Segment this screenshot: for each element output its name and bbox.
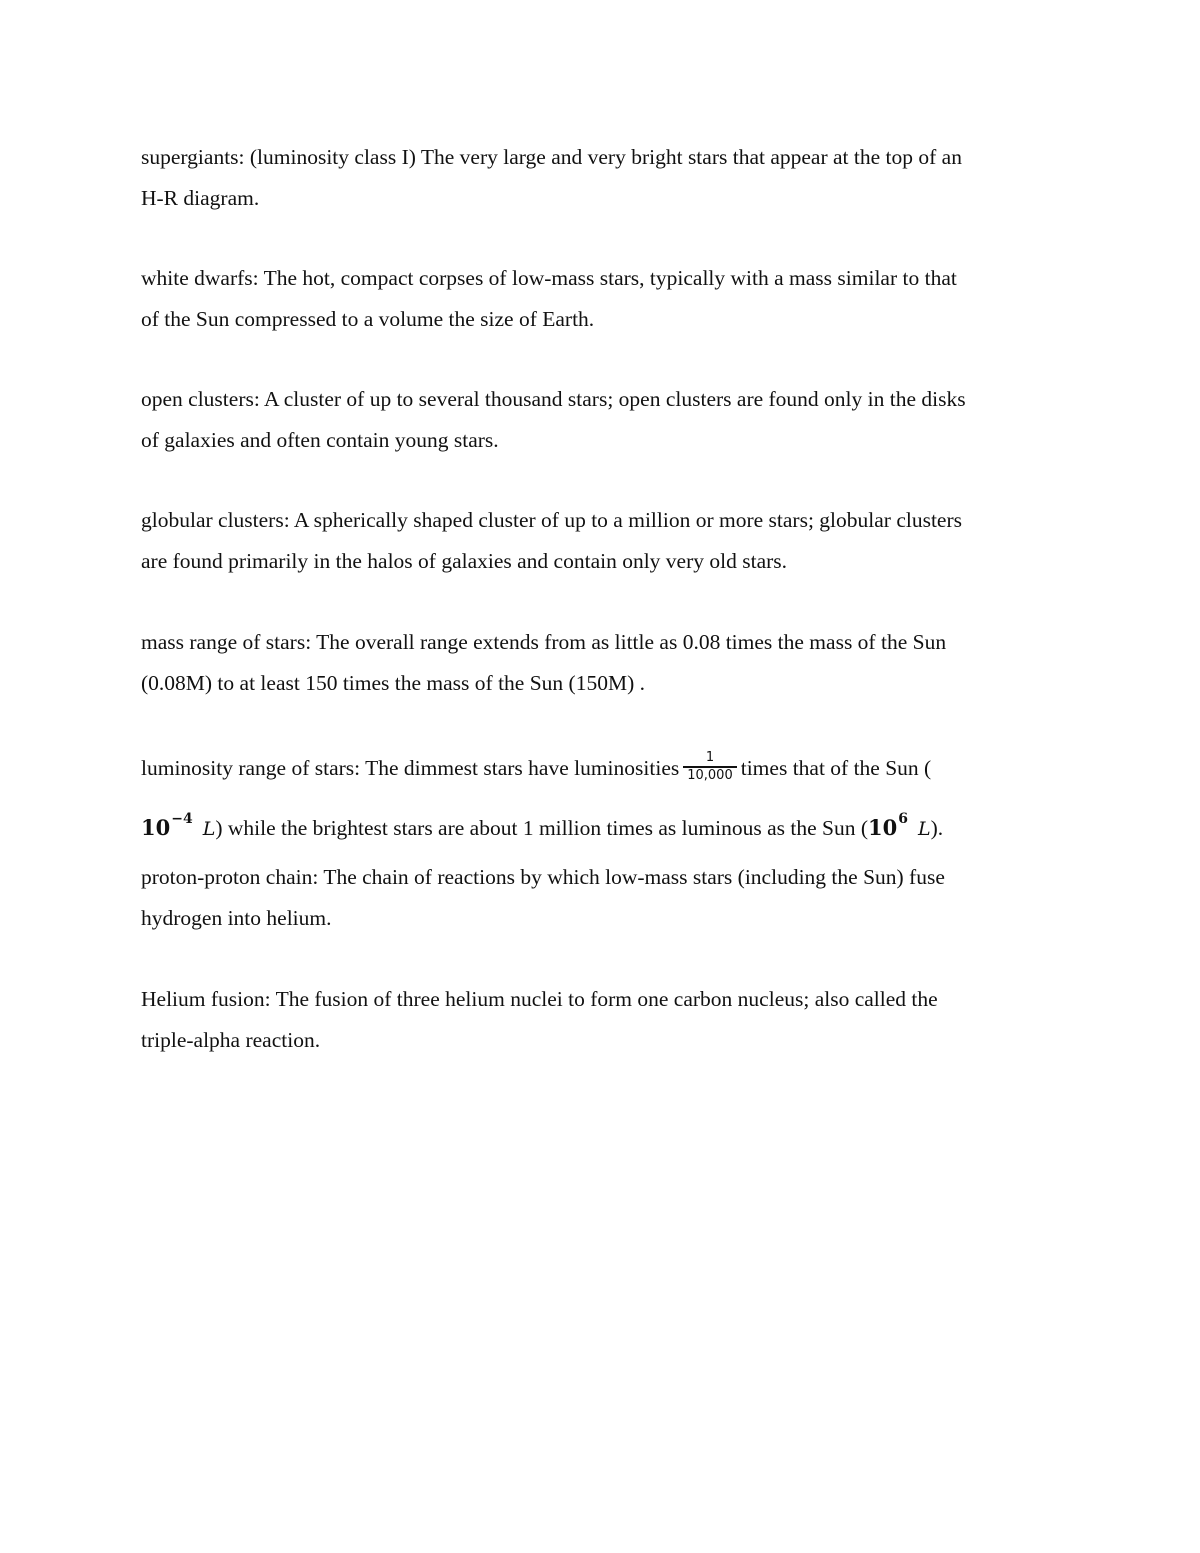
globular-clusters-definition — [141, 500, 1061, 582]
text-segment: ). — [930, 816, 944, 840]
text-line: globular clusters: A spherically shaped cluster of up to a million or more stars; globular clusters — [141, 508, 962, 532]
fraction-denominator: 10,000 — [687, 768, 733, 784]
math-variable: L — [202, 818, 216, 840]
text-line: H-R diagram. — [141, 186, 260, 210]
math-exponent: −4 — [171, 811, 193, 827]
mass-range-definition — [141, 622, 1061, 704]
text-segment: luminosity range of stars: The dimmest stars have luminosities — [141, 756, 680, 780]
helium-fusion-definition — [141, 979, 1061, 1061]
white-dwarfs-definition — [141, 258, 1061, 340]
text-line: of galaxies and often contain young stars. — [141, 428, 499, 452]
text-line: proton-proton chain: The chain of reactions by which low-mass stars (including the Sun) fuse — [141, 865, 945, 889]
text-line: (0.08M) to at least 150 times the mass of the Sun (150M) . — [141, 671, 645, 695]
text-line: supergiants: (luminosity class I) The very large and very bright stars that appear at the top of an — [141, 145, 962, 169]
text-line: mass range of stars: The overall range extends from as little as 0.08 times the mass of the Sun — [141, 630, 947, 654]
text-line: triple-alpha reaction. — [141, 1028, 321, 1052]
fraction — [683, 751, 737, 783]
math-exponent: 6 — [898, 811, 908, 827]
open-clusters-definition — [141, 379, 1061, 461]
proton-proton-chain-definition — [141, 857, 1061, 939]
math-base: 10 — [141, 815, 171, 840]
luminosity-range-definition — [141, 748, 1061, 858]
text-line: of the Sun compressed to a volume the size of Earth. — [141, 307, 595, 331]
text-segment: ) while the brightest stars are about 1 million times as luminous as the Sun ( — [215, 816, 869, 840]
text-line — [141, 801, 1061, 858]
supergiants-definition — [141, 137, 1061, 219]
text-line: hydrogen into helium. — [141, 906, 332, 930]
math-variable: L — [918, 818, 931, 840]
text-line: are found primarily in the halos of galaxies and contain only very old stars. — [141, 549, 788, 573]
text-line: open clusters: A cluster of up to several thousand stars; open clusters are found only in the disks — [141, 387, 966, 411]
text-line: white dwarfs: The hot, compact corpses of low-mass stars, typically with a mass similar to that — [141, 266, 957, 290]
text-line: Helium fusion: The fusion of three helium nuclei to form one carbon nucleus; also called the — [141, 987, 938, 1011]
math-base: 10 — [868, 815, 898, 840]
fraction-numerator: 1 — [683, 751, 737, 768]
text-segment: times that of the Sun ( — [740, 756, 932, 780]
text-line — [141, 748, 1061, 789]
